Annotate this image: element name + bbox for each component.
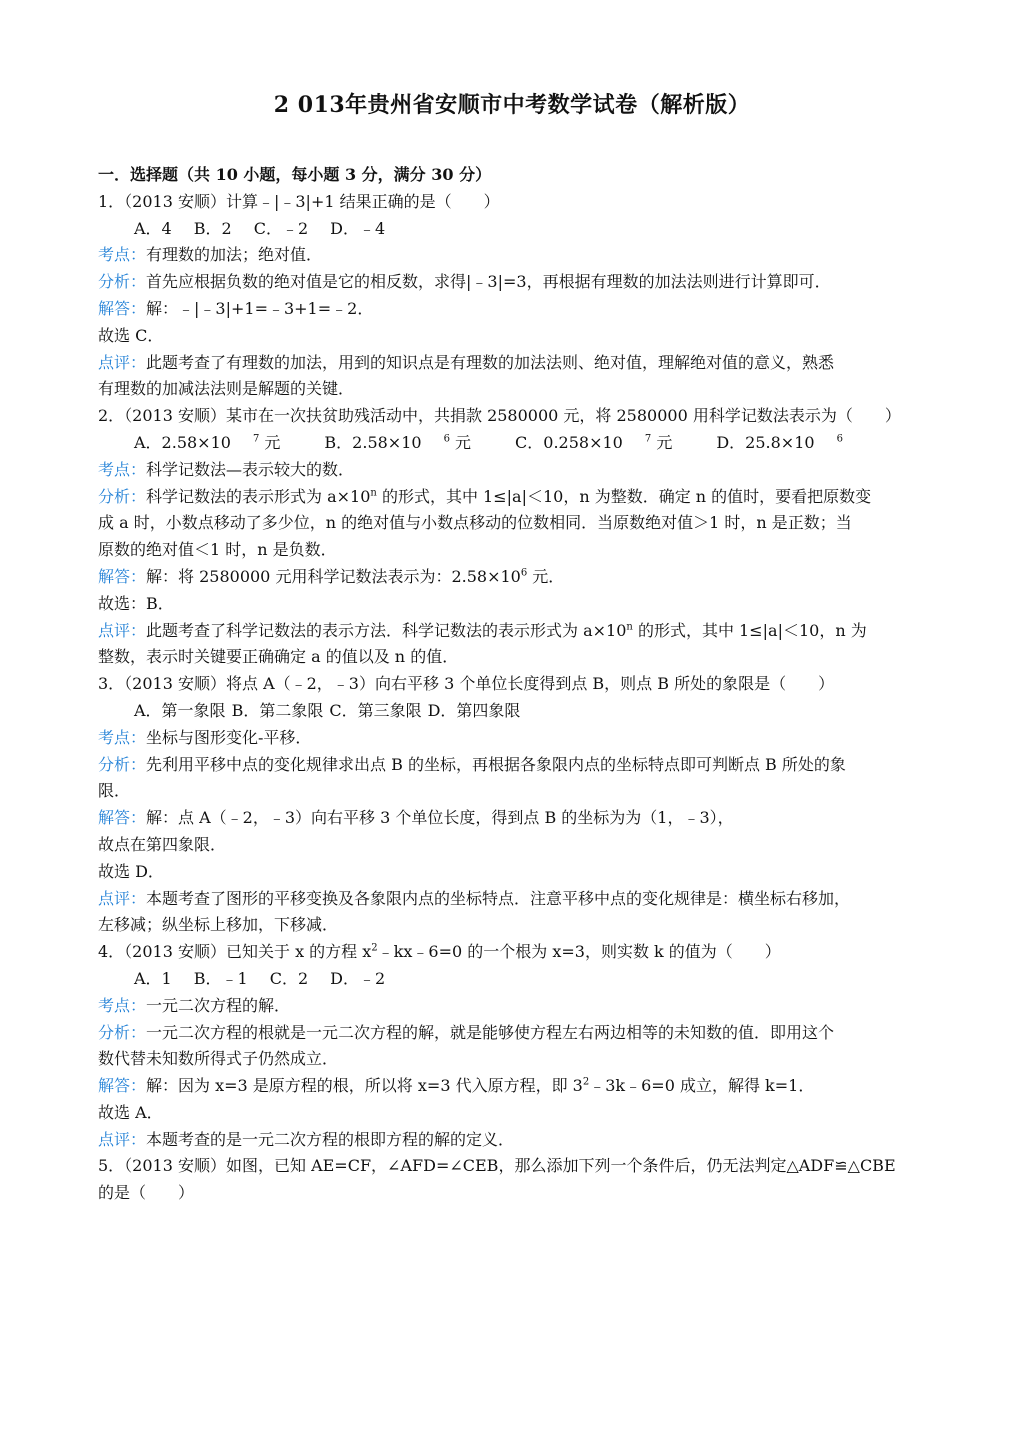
- question-3: 3．（2013 安顺）将点 A（﹣2，﹣3）向右平移 3 个单位长度得到点 B，则点 B 所处的象限是（ ）: [98, 674, 835, 694]
- option-d: D．25.8×10 $^6$: [716, 432, 843, 452]
- kaodian-label: 考点：: [98, 995, 147, 1015]
- q1-jieda: 解答：解：﹣|﹣3|+1=﹣3+1=﹣2．: [98, 298, 374, 318]
- q4-fenxi-cont: 数代替未知数所得式子仍然成立．: [98, 1049, 339, 1069]
- question-4: 4．（2013 安顺）已知关于 x 的方程 $x^2﹣kx﹣6=0$ 的一个根为 x=3，则实数 k 的值为（ ）: [98, 942, 781, 962]
- q4-fenxi: 分析：一元二次方程的根就是一元二次方程的解，就是能够使方程左右两边相等的未知数的值．即用这个: [98, 1022, 835, 1042]
- q3-fenxi: 分析：先利用平移中点的变化规律求出点 B 的坐标，再根据各象限内点的坐标特点即可判断点 B 所处的象: [98, 754, 846, 774]
- question-2: 2．（2013 安顺）某市在一次扶贫助残活动中，共捐款 2580000 元，将 2580000 用科学记数法表示为（ ）: [98, 406, 901, 426]
- option-c: C．2: [269, 968, 309, 988]
- page-title: 2 013年贵州省安顺市中考数学试卷（解析版）: [273, 92, 751, 118]
- q3-jieda: 解答：解：点 A（﹣2，﹣3）向右平移 3 个单位长度，得到点 B 的坐标为为（1，﹣3），: [98, 808, 734, 828]
- q2-result: 故选：B．: [98, 593, 174, 613]
- q1-kaodian: 考点：有理数的加法；绝对值．: [98, 245, 323, 265]
- q4-dianping: 点评：本题考查的是一元二次方程的根即方程的解的定义．: [98, 1129, 515, 1149]
- q3-result: 故选 D．: [98, 861, 164, 881]
- question-5: 5．（2013 安顺）如图，已知 AE=CF，∠AFD=∠CEB，那么添加下列一个条件后，仍无法判定△ADF≌△CBE: [98, 1156, 896, 1176]
- question-3-options: [98, 698, 934, 725]
- q1-fenxi: 分析：首先应根据负数的绝对值是它的相反数，求得|﹣3|=3，再根据有理数的加法法则进行计算即可．: [98, 272, 831, 292]
- option-d: D．﹣4: [330, 218, 386, 238]
- jieda-label: 解答：: [98, 566, 147, 586]
- dianping-label: 点评：: [98, 620, 147, 640]
- fenxi-label: 分析：: [98, 272, 147, 292]
- option-c: C．0.258×10 $^7$ 元: [515, 432, 673, 452]
- kaodian-label: 考点：: [98, 245, 147, 265]
- option-a: A．2.58×10 $^7$ 元: [134, 432, 281, 452]
- jieda-label: 解答：: [98, 808, 147, 828]
- q3-jieda-cont: 故点在第四象限．: [98, 834, 227, 854]
- q2-kaodian: 考点：科学记数法—表示较大的数．: [98, 459, 355, 479]
- question-2-options: [98, 430, 934, 457]
- option-d: D．﹣2: [330, 968, 386, 988]
- kaodian-label: 考点：: [98, 727, 147, 747]
- fenxi-label: 分析：: [98, 754, 147, 774]
- q3-dianping: 点评：本题考查了图形的平移变换及各象限内点的坐标特点．注意平移中点的变化规律是：横坐标右移加，: [98, 888, 851, 908]
- kaodian-label: 考点：: [98, 459, 147, 479]
- dianping-label: 点评：: [98, 888, 147, 908]
- option-b: B．﹣1: [193, 968, 248, 988]
- fenxi-label: 分析：: [98, 486, 147, 506]
- option-d: D．第四象限: [427, 700, 521, 720]
- q1-result: 故选 C．: [98, 325, 164, 345]
- q4-jieda: 解答：解：因为 x=3 是原方程的根，所以将 x=3 代入原方程，即 $3^2﹣3k﹣6=0$ 成立，解得 k=1．: [98, 1076, 815, 1096]
- jieda-label: 解答：: [98, 1076, 147, 1096]
- q2-dianping-cont: 整数，表示时关键要正确确定 a 的值以及 n 的值．: [98, 647, 459, 667]
- option-c: C．﹣2: [253, 218, 309, 238]
- option-a: A．第一象限: [134, 700, 226, 720]
- q4-kaodian: 考点：一元二次方程的解．: [98, 995, 291, 1015]
- question-1-options: [98, 216, 934, 243]
- option-b: B．2.58×10 $^6$ 元: [324, 432, 472, 452]
- document-body: [98, 162, 934, 1207]
- q2-fenxi: 分析：科学记数法的表示形式为 $a\times 10^n$ 的形式，其中 1≤|a|＜10，n 为整数．确定 n 的值时，要看把原数变: [98, 486, 872, 506]
- dianping-label: 点评：: [98, 1129, 147, 1149]
- option-c: C．第三象限: [329, 700, 422, 720]
- q4-result: 故选 A．: [98, 1102, 163, 1122]
- jieda-label: 解答：: [98, 298, 147, 318]
- dianping-label: 点评：: [98, 352, 147, 372]
- q3-kaodian: 考点：坐标与图形变化-平移．: [98, 727, 312, 747]
- q1-dianping: 点评：此题考查了有理数的加法，用到的知识点是有理数的加法法则、绝对值，理解绝对值的意义，熟悉: [98, 352, 835, 372]
- question-5-cont: 的是（ ）: [98, 1183, 195, 1203]
- q3-dianping-cont: 左移减；纵坐标上移加，下移减．: [98, 915, 339, 935]
- q1-dianping-cont: 有理数的加减法法则是解题的关键．: [98, 379, 355, 399]
- section-heading: 一．选择题（共 10 小题，每小题 3 分，满分 30 分）: [98, 165, 492, 184]
- q2-dianping: 点评：此题考查了科学记数法的表示方法．科学记数法的表示形式为 $a\times 10^n$ 的形式，其中 1≤|a|＜10，n 为: [98, 620, 867, 640]
- q2-jieda: 解答：解：将 2580000 元用科学记数法表示为：$2.58\times 10^6$ 元．: [98, 566, 565, 586]
- option-a: A．1: [134, 968, 172, 988]
- option-b: B．2: [193, 218, 232, 238]
- option-b: B．第二象限: [231, 700, 324, 720]
- q2-fenxi-cont-2: 原数的绝对值＜1 时，n 是负数．: [98, 540, 337, 560]
- q3-fenxi-cont: 限．: [98, 781, 131, 801]
- q2-fenxi-cont-1: 成 a 时，小数点移动了多少位，n 的绝对值与小数点移动的位数相同．当原数绝对值＞1 时，n 是正数；当: [98, 513, 852, 533]
- fenxi-label: 分析：: [98, 1022, 147, 1042]
- question-1: 1．（2013 安顺）计算﹣|﹣3|+1 结果正确的是（ ）: [98, 191, 500, 211]
- question-4-options: [98, 966, 934, 993]
- option-a: A．4: [134, 218, 172, 238]
